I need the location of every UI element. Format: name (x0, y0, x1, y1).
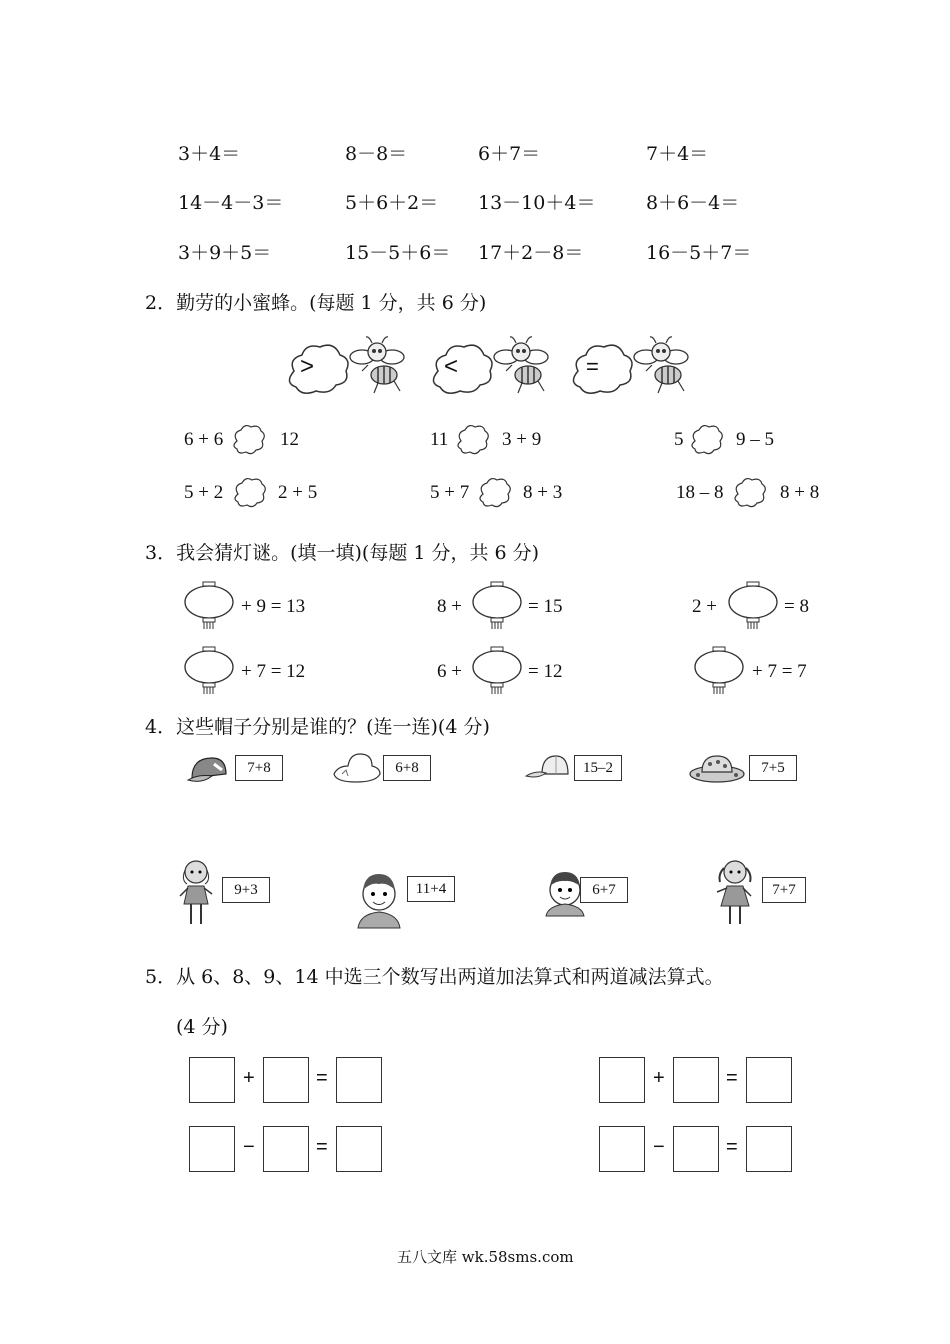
lantern-1-right: + 9 = 13 (241, 596, 306, 617)
lantern-2-left: 8 + (437, 596, 462, 617)
lantern-2[interactable] (472, 582, 522, 630)
calc-r1c3: 8＋6－4＝ (646, 192, 740, 214)
calc-r2c2: 17＋2－8＝ (478, 242, 584, 264)
calc-r0c1: 8－8＝ (345, 143, 408, 165)
answer-cloud-2[interactable] (456, 424, 490, 456)
symbol-less: < (444, 353, 459, 380)
hat-label-4: 7+5 (749, 755, 797, 781)
calc-r0c3: 7＋4＝ (646, 143, 709, 165)
lantern-3-left: 2 + (692, 596, 717, 617)
answer-cloud-6[interactable] (733, 477, 767, 509)
compare-6-left: 18 – 8 (676, 482, 724, 503)
lantern-4-right: + 7 = 12 (241, 661, 306, 682)
compare-1-left: 6 + 6 (184, 429, 224, 450)
girl-1-icon[interactable] (176, 858, 216, 930)
compare-3-right: 9 – 5 (736, 429, 774, 450)
kid-label-3: 6+7 (580, 877, 628, 903)
section5-title: 5．从 6、8、9、14 中选三个数写出两道加法算式和两道减法算式。 (145, 966, 724, 988)
equals-sign: = (726, 1136, 738, 1158)
hat-straw-icon[interactable] (332, 750, 382, 784)
lantern-3-right: = 8 (784, 596, 809, 617)
lantern-5-right: = 12 (528, 661, 563, 682)
calc-r2c3: 16－5＋7＝ (646, 242, 752, 264)
compare-5-left: 5 + 7 (430, 482, 470, 503)
answer-box-a2[interactable] (263, 1057, 309, 1103)
compare-4-left: 5 + 2 (184, 482, 224, 503)
answer-cloud-4[interactable] (233, 477, 267, 509)
compare-4-right: 2 + 5 (278, 482, 318, 503)
compare-6-right: 8 + 8 (780, 482, 820, 503)
minus-sign: − (653, 1136, 665, 1158)
lantern-2-right: = 15 (528, 596, 563, 617)
section3-title: 3．我会猜灯谜。(填一填)(每题 1 分，共 6 分) (145, 542, 540, 564)
hat-label-1: 7+8 (235, 755, 283, 781)
calc-r1c1: 5＋6＋2＝ (345, 192, 439, 214)
hat-label-3: 15–2 (574, 755, 622, 781)
compare-2-left: 11 (430, 429, 449, 450)
lantern-5-left: 6 + (437, 661, 462, 682)
equals-sign: = (316, 1067, 328, 1089)
hat-cap-icon[interactable] (186, 752, 232, 786)
girl-2-icon[interactable] (712, 858, 758, 930)
answer-box-c2[interactable] (673, 1057, 719, 1103)
lantern-4[interactable] (184, 647, 234, 695)
section4-title: 4．这些帽子分别是谁的？(连一连)(4 分) (145, 716, 490, 738)
compare-3-left: 5 (674, 429, 684, 450)
answer-box-d2[interactable] (673, 1126, 719, 1172)
minus-sign: − (243, 1136, 255, 1158)
hat-label-2: 6+8 (383, 755, 431, 781)
calc-r0c2: 6＋7＝ (478, 143, 541, 165)
answer-box-d3[interactable] (746, 1126, 792, 1172)
section5-points: (4 分) (176, 1016, 228, 1038)
calc-r2c1: 15－5＋6＝ (345, 242, 451, 264)
plus-sign: + (653, 1067, 665, 1089)
equals-sign: = (316, 1136, 328, 1158)
kid-label-2: 11+4 (407, 876, 455, 902)
lantern-6-right: + 7 = 7 (752, 661, 807, 682)
symbol-equal: = (586, 354, 599, 379)
answer-box-c1[interactable] (599, 1057, 645, 1103)
answer-box-c3[interactable] (746, 1057, 792, 1103)
answer-box-b1[interactable] (189, 1126, 235, 1172)
hat-flower-icon[interactable] (688, 750, 746, 786)
kid-label-1: 9+3 (222, 877, 270, 903)
plus-sign: + (243, 1067, 255, 1089)
answer-box-b3[interactable] (336, 1126, 382, 1172)
answer-box-a1[interactable] (189, 1057, 235, 1103)
lantern-3[interactable] (728, 582, 778, 630)
footer-text: 五八文库 wk.58sms.com (397, 1248, 574, 1266)
calc-r1c0: 14－4－3＝ (178, 192, 284, 214)
answer-box-d1[interactable] (599, 1126, 645, 1172)
symbol-greater: > (300, 353, 315, 380)
section2-title: 2．勤劳的小蜜蜂。(每题 1 分，共 6 分) (145, 292, 487, 314)
compare-5-right: 8 + 3 (523, 482, 563, 503)
kid-label-4: 7+7 (762, 877, 806, 903)
calc-r0c0: 3＋4＝ (178, 143, 241, 165)
answer-box-b2[interactable] (263, 1126, 309, 1172)
lantern-6[interactable] (694, 647, 744, 695)
lantern-5[interactable] (472, 647, 522, 695)
answer-cloud-3[interactable] (690, 424, 724, 456)
boy-1-icon[interactable] (354, 870, 404, 928)
calc-r1c2: 13－10＋4＝ (478, 192, 596, 214)
hat-baseball-icon[interactable] (524, 752, 572, 782)
lantern-1[interactable] (184, 582, 234, 630)
calc-r2c0: 3＋9＋5＝ (178, 242, 272, 264)
compare-2-right: 3 + 9 (502, 429, 542, 450)
compare-1-right: 12 (280, 429, 299, 450)
equals-sign: = (726, 1067, 738, 1089)
answer-cloud-5[interactable] (478, 477, 512, 509)
answer-box-a3[interactable] (336, 1057, 382, 1103)
answer-cloud-1[interactable] (232, 424, 266, 456)
